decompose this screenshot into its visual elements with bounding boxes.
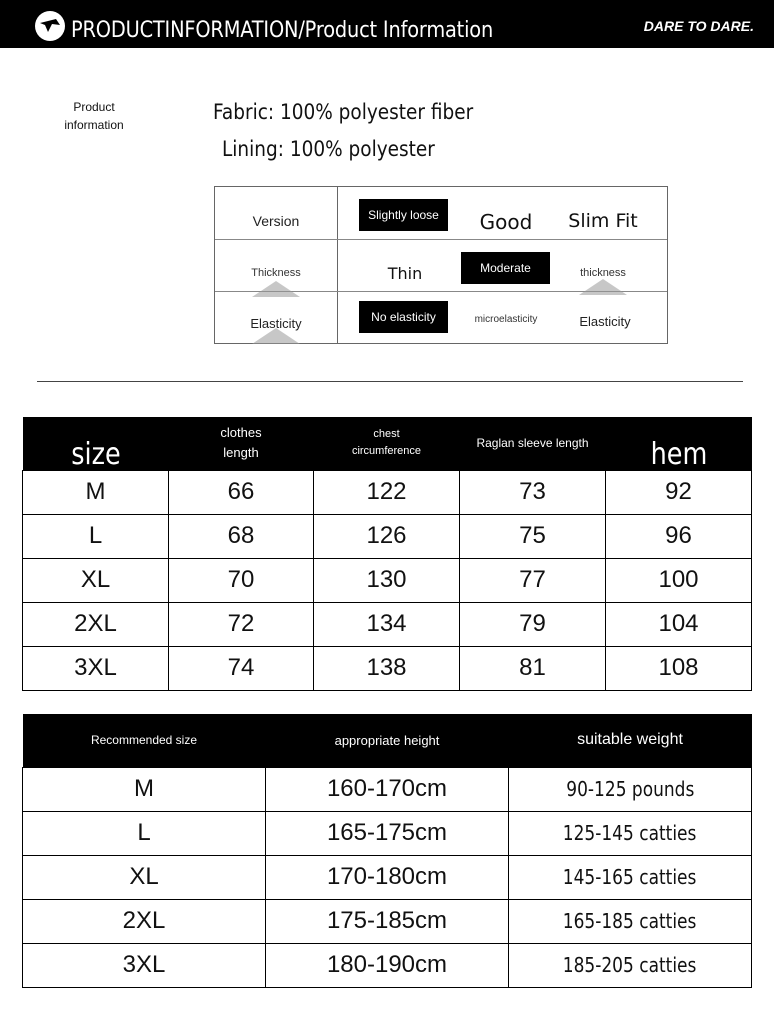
table-cell: M (23, 470, 169, 514)
table-cell: 104 (606, 602, 752, 646)
shade-mark (252, 328, 300, 344)
table-cell: 170-180cm (266, 855, 509, 899)
table-cell: XL (23, 855, 266, 899)
bird-logo-icon (34, 10, 66, 42)
attr-label-elasticity: Elasticity (250, 316, 302, 331)
weight-value: 185-205 catties (563, 953, 697, 977)
table-cell: XL (23, 558, 169, 602)
header-clothes-length (169, 417, 314, 470)
table-cell: 122 (314, 470, 460, 514)
header-sleeve-label: Raglan sleeve length (476, 436, 589, 451)
table-cell: 126 (314, 514, 460, 558)
table-cell: 108 (606, 646, 752, 690)
table-cell: 2XL (23, 899, 266, 943)
table-row (23, 767, 752, 811)
header-size-label: size (70, 436, 121, 472)
brand-slogan: DARE TO DARE. (643, 18, 754, 34)
table-cell: 66 (169, 470, 314, 514)
table-row (23, 470, 752, 514)
size-chart-table (22, 417, 752, 691)
table-cell: 160-170cm (266, 767, 509, 811)
attribute-grid (214, 186, 668, 344)
attr-option-elasticity: Elasticity (579, 314, 631, 329)
header-sleeve-length (460, 417, 606, 470)
table-cell: M (23, 767, 266, 811)
table-cell: 75 (460, 514, 606, 558)
table-cell: 74 (169, 646, 314, 690)
product-information-label-line1: Product (73, 100, 115, 114)
table-row (23, 943, 752, 987)
table-cell: L (23, 811, 266, 855)
table-row (23, 558, 752, 602)
weight-value: 125-145 catties (563, 821, 697, 845)
table-cell: L (23, 514, 169, 558)
weight-value: 90-125 pounds (565, 777, 695, 801)
header-bar (0, 0, 774, 48)
attr-option-no-elasticity: No elasticity (371, 310, 436, 324)
grid-divider (215, 239, 667, 240)
header-chest-line1: chest (373, 428, 400, 441)
attr-option-slightly-loose: Slightly loose (368, 208, 439, 222)
product-information-label (56, 98, 132, 134)
shade-mark (579, 279, 627, 295)
table-row (23, 602, 752, 646)
table-cell: 92 (606, 470, 752, 514)
table-row (23, 514, 752, 558)
attr-option-microelasticity: microelasticity (474, 314, 538, 325)
weight-value: 165-185 catties (563, 909, 697, 933)
table-cell: 138 (314, 646, 460, 690)
header-suitable-weight: suitable weight (509, 714, 752, 767)
table-cell (509, 767, 752, 811)
table-cell: 3XL (23, 943, 266, 987)
table-cell (509, 855, 752, 899)
attr-option-good: Good (479, 210, 533, 234)
lining-text: Lining: 100% polyester (222, 137, 435, 161)
header-recommended-size: Recommended size (23, 714, 266, 767)
header-hem-label: hem (650, 436, 707, 472)
table-cell: 79 (460, 602, 606, 646)
product-information-label-line2: information (64, 118, 124, 132)
table-cell: 134 (314, 602, 460, 646)
table-cell: 72 (169, 602, 314, 646)
attr-option-selected (461, 252, 550, 284)
table-row (23, 646, 752, 690)
shade-mark (252, 281, 300, 297)
attr-option-thickness: thickness (580, 267, 626, 279)
header-chest-circumference (314, 417, 460, 470)
attr-label-version: Version (252, 213, 300, 229)
section-divider (37, 381, 743, 382)
header-hem (606, 417, 752, 470)
table-row (23, 899, 752, 943)
table-row (23, 855, 752, 899)
table-cell: 77 (460, 558, 606, 602)
attr-label-thickness: Thickness (251, 267, 301, 279)
size-chart-header-row (23, 417, 752, 470)
table-cell: 73 (460, 470, 606, 514)
header-chest-line2: circumference (351, 445, 422, 458)
header-clothes-line2: length (223, 445, 259, 461)
table-row (23, 811, 752, 855)
table-cell: 68 (169, 514, 314, 558)
table-cell (509, 811, 752, 855)
table-cell: 180-190cm (266, 943, 509, 987)
table-cell: 100 (606, 558, 752, 602)
header-size (23, 417, 169, 470)
grid-divider (337, 187, 338, 343)
table-cell (509, 899, 752, 943)
table-cell: 96 (606, 514, 752, 558)
table-cell: 70 (169, 558, 314, 602)
weight-value: 145-165 catties (563, 865, 697, 889)
table-cell: 165-175cm (266, 811, 509, 855)
attr-option-moderate: Moderate (480, 261, 531, 275)
recommended-size-table (22, 714, 752, 988)
table-cell: 175-185cm (266, 899, 509, 943)
table-cell: 2XL (23, 602, 169, 646)
recommended-header-row (23, 714, 752, 767)
table-cell: 3XL (23, 646, 169, 690)
attr-option-thin: Thin (387, 264, 423, 283)
table-cell: 81 (460, 646, 606, 690)
header-appropriate-height: appropriate height (266, 714, 509, 767)
header-clothes-line1: clothes (220, 425, 262, 441)
attr-option-slim-fit: Slim Fit (568, 210, 638, 232)
attr-option-selected (359, 199, 448, 231)
table-cell: 130 (314, 558, 460, 602)
table-cell (509, 943, 752, 987)
fabric-text: Fabric: 100% polyester fiber (213, 100, 474, 124)
page-title: PRODUCTINFORMATION/Product Information (71, 18, 494, 43)
attr-option-selected (359, 301, 448, 333)
